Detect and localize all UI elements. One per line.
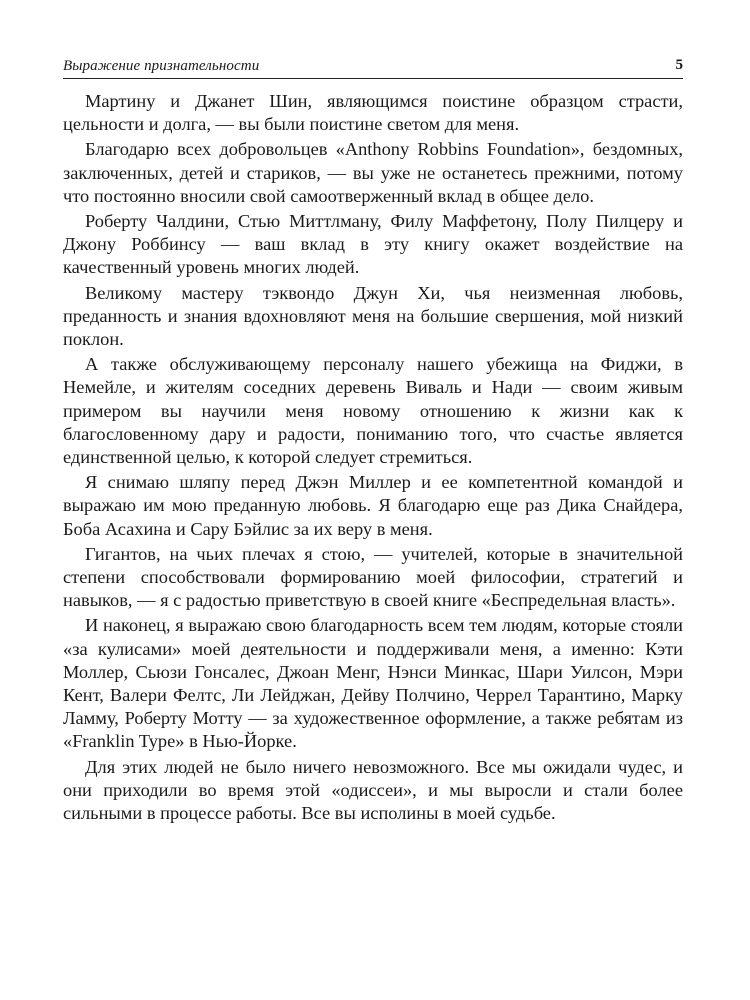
- running-title: Выражение признательности: [63, 58, 260, 74]
- paragraph-6: Я снимаю шляпу перед Джэн Миллер и ее компетентной командой и выражаю им мою преданную любовь. Я благодарю еще раз Дика Снайдера, Боба Асахина и Сару Бэйлис за их веру в меня.: [63, 472, 683, 539]
- paragraph-2: Благодарю всех добровольцев «Anthony Robbins Foundation», бездомных, заключенных, детей и стариков, — вы уже не останетесь прежними, потому что постоянно вносили свой самоотверженный вклад в общее дело.: [63, 139, 683, 206]
- paragraph-4: Великому мастеру тэквондо Джун Хи, чья неизменная любовь, преданность и знания вдохновляют меня на большие свершения, мой низкий поклон.: [63, 282, 683, 350]
- page-number: 5: [675, 57, 683, 73]
- paragraph-3: Роберту Чалдини, Стью Миттлману, Филу Маффетону, Полу Пилцеру и Джону Роббинсу — ваш вклад в эту книгу окажет воздействие на качественный уровень многих людей.: [63, 211, 683, 278]
- paragraph-1: Мартину и Джанет Шин, являющимся поистине образцом страсти, цельности и долга, — вы были поистине светом для меня.: [63, 91, 683, 135]
- paragraph-5: А также обслуживающему персоналу нашего убежища на Фиджи, в Немейле, и жителям соседних деревень Виваль и Нади — своим живым примером вы научили меня новому отношению к жизни как к благословенному дару и радости, пониманию того, что счастье является единственной целью, к которой следует стремиться.: [63, 354, 683, 468]
- paragraph-8: И наконец, я выражаю свою благодарность всем тем людям, которые стояли «за кулисами» моей деятельности и поддерживали меня, а именно: Кэти Моллер, Сьюзи Гонсалес, Джоан Менг, Нэнси Минкас, Шари Уилсон, Мэри Кент, Валери Фелтс, Ли Лейджан, Дейву Полчино, Черрел Тарантино, Марку Ламму, Роберту Мотту — за художественное оформление, а также ребятам из «Franklin Type» в Нью-Йорке.: [63, 615, 683, 752]
- running-header: [63, 56, 683, 79]
- paragraph-9: Для этих людей не было ничего невозможного. Все мы ожидали чудес, и они приходили во время этой «одиссеи», и мы выросли и стали более сильными в процессе работы. Все вы исполины в моей судьбе.: [63, 756, 683, 824]
- body-text: [63, 90, 683, 827]
- paragraph-7: Гигантов, на чьих плечах я стою, — учителей, которые в значительной степени способствовали формированию моей философии, стратегий и навыков, — я с радостью приветствую в своей книге «Беспредельная власть».: [63, 543, 683, 611]
